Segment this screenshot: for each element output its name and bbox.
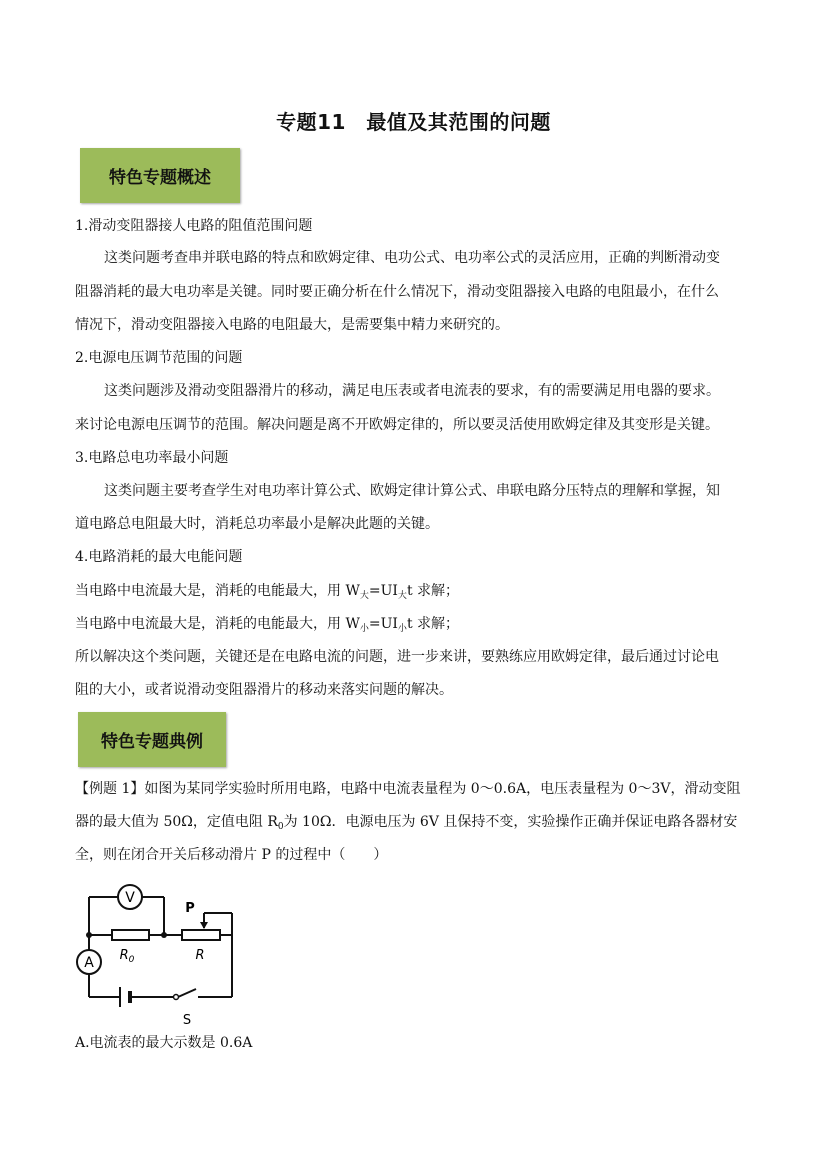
paragraph-1b: 阻器消耗的最大电功率是关键。同时要正确分析在什么情况下，滑动变阻器接入电路的电阻最小，在什么 (75, 284, 719, 300)
paragraph-1a: 这类问题考查串并联电路的特点和欧姆定律、电功公式、电功率公式的灵活应用，正确的判断滑动变 (104, 250, 720, 266)
example-1-line-2 (75, 810, 765, 839)
voltmeter (118, 885, 142, 909)
subscript: 大 (359, 591, 369, 601)
section-banner-overview: 特色专题概述 (80, 148, 240, 203)
circuit-wires (89, 897, 232, 997)
junction-dot (86, 932, 92, 938)
subscript: 小 (359, 624, 369, 634)
r0-subscript: 0 (128, 955, 135, 965)
text-segment: t 求解； (406, 583, 460, 599)
paragraph-4b: 阻的大小，或者说滑动变阻器滑片的移动来落实问题的解决。 (75, 682, 453, 698)
text-segment: 当电路中电流最大是，消耗的电能最大，用 W (75, 616, 360, 632)
heading-2: 2.电源电压调节范围的问题 (75, 350, 243, 366)
paragraph-2a: 这类问题涉及滑动变阻器滑片的移动，满足电压表或者电流表的要求，有的需要满足用电器的要求。 (104, 383, 720, 399)
slider-arrow-icon (200, 922, 208, 929)
battery-icon (120, 987, 130, 1007)
text-segment: =UI (368, 616, 398, 632)
formula-line-max (75, 579, 765, 608)
paragraph-3b: 道电路总电阻最大时，消耗总功率最小是解决此题的关键。 (75, 516, 439, 532)
example-1-line-3: 全，则在闭合开关后移动滑片 P 的过程中（ ） (75, 847, 388, 863)
text-segment: 器的最大值为 50Ω，定值电阻 R (75, 814, 278, 830)
text-segment: 当电路中电流最大是，消耗的电能最大，用 W (75, 583, 360, 599)
r0-label (120, 948, 135, 965)
paragraph-4a: 所以解决这个类问题，关键还是在电路电流的问题，进一步来讲，要熟练应用欧姆定律，最后通过讨论电 (75, 649, 719, 665)
page-title: 专题11 最值及其范围的问题 (276, 110, 551, 134)
subscript: 0 (277, 822, 284, 832)
subscript: 小 (397, 624, 407, 634)
paragraph-2b: 来讨论电源电压调节的范围。解决问题是离不开欧姆定律的，所以要灵活使用欧姆定律及其变形是关键。 (75, 417, 719, 433)
paragraph-1c: 情况下，滑动变阻器接入电路的电阻最大，是需要集中精力来研究的。 (75, 317, 509, 333)
heading-4: 4.电路消耗的最大电能问题 (75, 549, 243, 565)
formula-line-min (75, 612, 765, 641)
option-a: A.电流表的最大示数是 0.6A (75, 1035, 253, 1051)
voltmeter-label: V (125, 890, 135, 906)
slider-label: P (185, 901, 195, 916)
r0-letter: R (119, 948, 129, 963)
junction-dot (161, 932, 167, 938)
paragraph-3a: 这类问题主要考查学生对电功率计算公式、欧姆定律计算公式、串联电路分压特点的理解和掌握，知 (104, 483, 720, 499)
switch-label: S (182, 1013, 192, 1028)
ammeter (77, 950, 101, 974)
text-segment: =UI (368, 583, 398, 599)
text-segment: 为 10Ω．电源电压为 6V 且保持不变，实验操作正确并保证电路各器材安 (283, 814, 738, 830)
ammeter-label: A (84, 955, 94, 971)
example-1-line-1: 【例题 1】如图为某同学实验时所用电路，电路中电流表量程为 0～0.6A，电压表量程为 0～3V，滑动变阻 (75, 781, 741, 797)
switch-contact (174, 995, 179, 1000)
text-segment: t 求解； (406, 616, 460, 632)
resistor-r0 (112, 930, 149, 940)
r-label: R (195, 948, 205, 963)
circuit-diagram (72, 873, 247, 1033)
section-banner-examples: 特色专题典例 (78, 712, 226, 767)
subscript: 大 (397, 591, 407, 601)
rheostat-r (182, 930, 220, 940)
heading-1: 1.滑动变阻器接人电路的阻值范围问题 (75, 218, 313, 234)
heading-3: 3.电路总电功率最小问题 (75, 450, 229, 466)
